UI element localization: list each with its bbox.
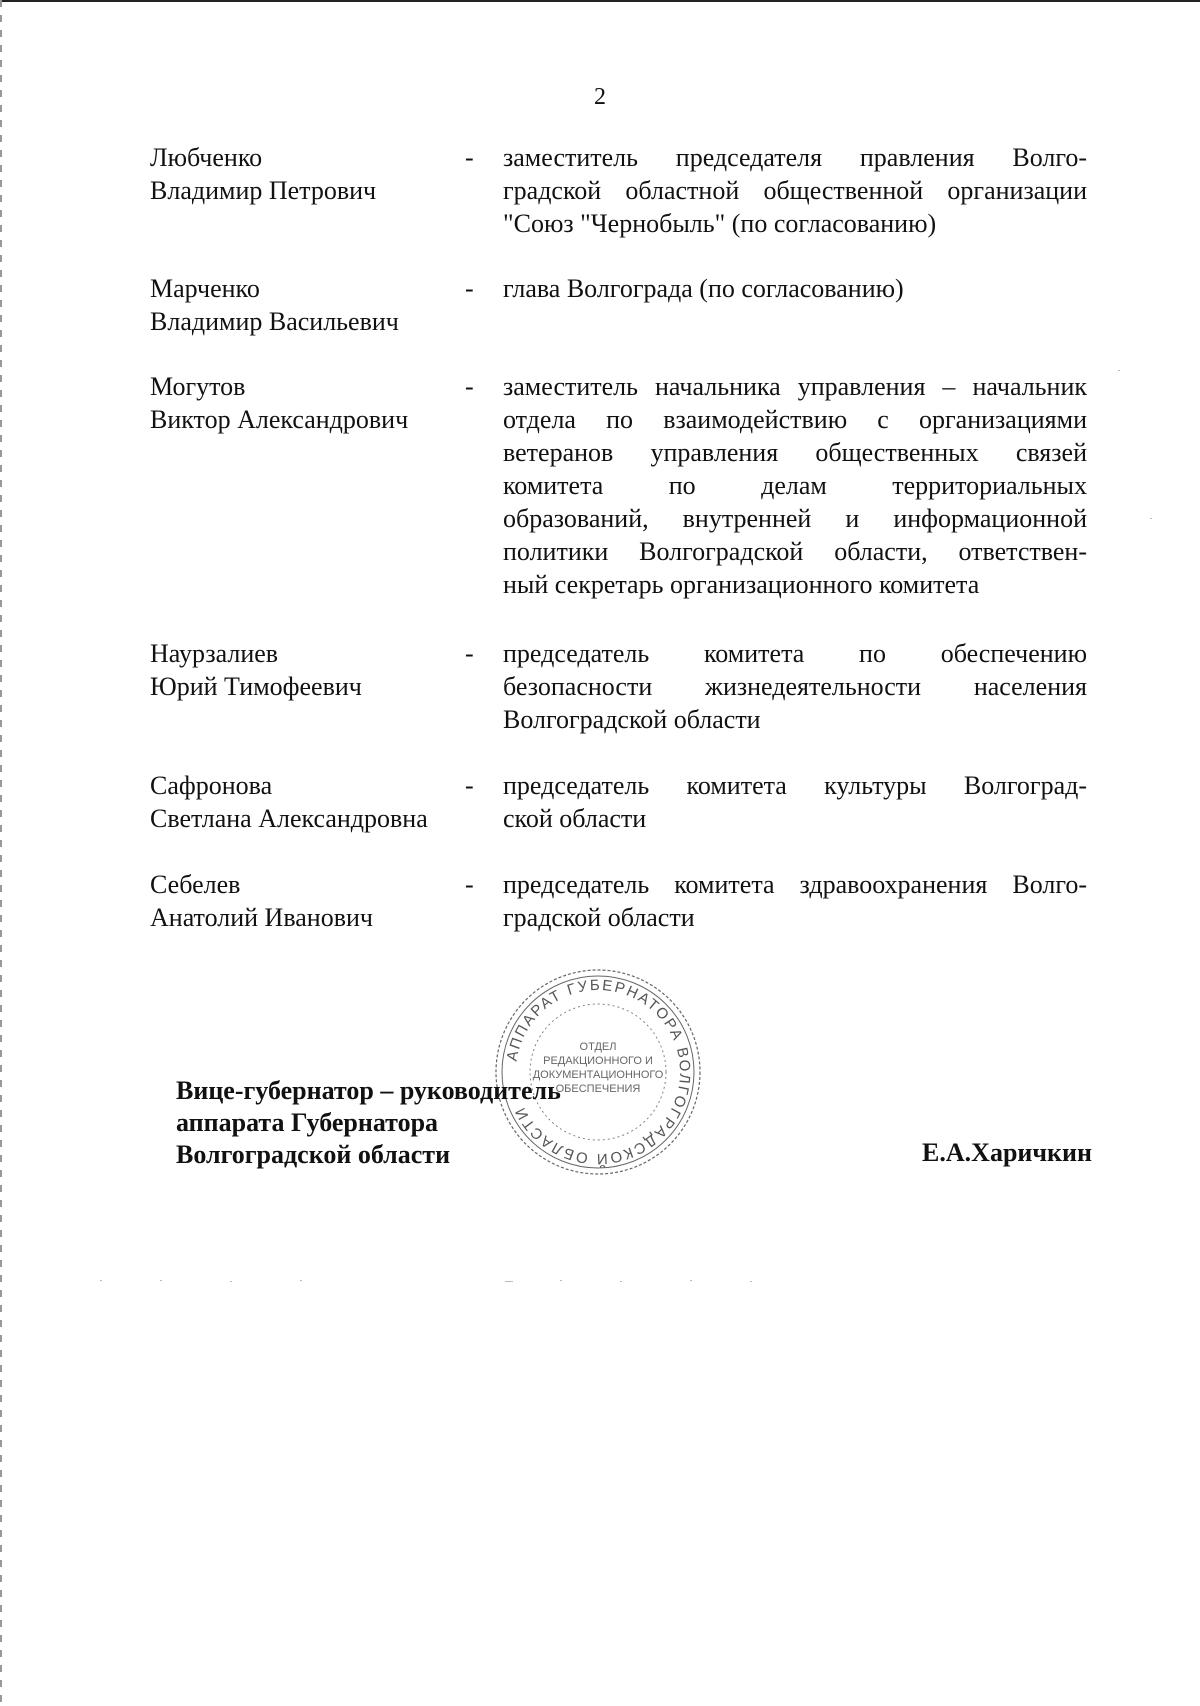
position-line: Волгоградской области xyxy=(503,705,761,734)
member-surname: Могутов xyxy=(150,372,246,401)
member-given-name: Владимир Петрович xyxy=(150,176,377,205)
position-line: председатель комитета здравоохранения Волго- xyxy=(503,870,1087,899)
signatory-title-line: аппарата Губернатора xyxy=(176,1108,439,1137)
member-given-name: Светлана Александровна xyxy=(150,804,428,833)
dash-separator: - xyxy=(465,771,474,800)
position-line: заместитель начальника управления – начальник xyxy=(503,372,1087,401)
position-line: отдела по взаимодействию с организациями xyxy=(503,405,1087,434)
member-given-name: Виктор Александрович xyxy=(150,405,409,434)
position-line: комитета по делам территориальных xyxy=(503,471,1087,500)
stamp-center-text: ОТДЕЛ xyxy=(579,1041,617,1053)
svg-text:АППАРАТ ГУБЕРНАТОРА ВОЛГОГРАДС: АППАРАТ ГУБЕРНАТОРА ВОЛГОГРАДСКОЙ ОБЛАСТИ xyxy=(503,976,694,1168)
stamp-center-text: ДОКУМЕНТАЦИОННОГО xyxy=(532,1069,664,1081)
position-line: ской области xyxy=(503,804,647,833)
signatory-title-line: Волгоградской области xyxy=(176,1140,451,1169)
position-line: заместитель председателя правления Волго- xyxy=(503,143,1087,172)
position-line: градской области xyxy=(503,903,695,932)
member-given-name: Владимир Васильевич xyxy=(150,307,399,336)
member-given-name: Анатолий Иванович xyxy=(150,903,373,932)
position-line: образований, внутренней и информационной xyxy=(503,504,1087,533)
dash-separator: - xyxy=(465,143,474,172)
member-surname: Любченко xyxy=(150,143,263,172)
signatory-title-line: Вице-губернатор – руководитель xyxy=(176,1076,561,1105)
member-surname: Марченко xyxy=(150,274,260,303)
dash-separator: - xyxy=(465,274,474,303)
position-line: градской областной общественной организации xyxy=(503,176,1087,205)
position-line: политики Волгоградской области, ответствен- xyxy=(503,537,1087,566)
member-surname: Сафронова xyxy=(150,771,273,800)
dash-separator: - xyxy=(465,639,474,668)
position-line: председатель комитета по обеспечению xyxy=(503,639,1087,668)
position-line: глава Волгограда (по согласованию) xyxy=(503,274,904,303)
position-line: ный секретарь организационного комитета xyxy=(503,570,980,599)
signatory-name: Е.А.Харичкин xyxy=(922,1138,1092,1167)
page-number: 2 xyxy=(594,84,606,110)
position-line: безопасности жизнедеятельности населения xyxy=(503,672,1087,701)
position-line: ветеранов управления общественных связей xyxy=(503,438,1087,467)
member-given-name: Юрий Тимофеевич xyxy=(150,672,362,701)
position-line: "Союз "Чернобыль" (по согласованию) xyxy=(503,209,937,238)
member-surname: Наурзалиев xyxy=(150,639,279,668)
dash-separator: - xyxy=(465,870,474,899)
stamp-center-text: РЕДАКЦИОННОГО И xyxy=(543,1055,653,1067)
stamp-center-text: ОБЕСПЕЧЕНИЯ xyxy=(555,1083,641,1095)
member-surname: Себелев xyxy=(150,870,241,899)
position-line: председатель комитета культуры Волгоград- xyxy=(503,771,1087,800)
dash-separator: - xyxy=(465,372,474,401)
